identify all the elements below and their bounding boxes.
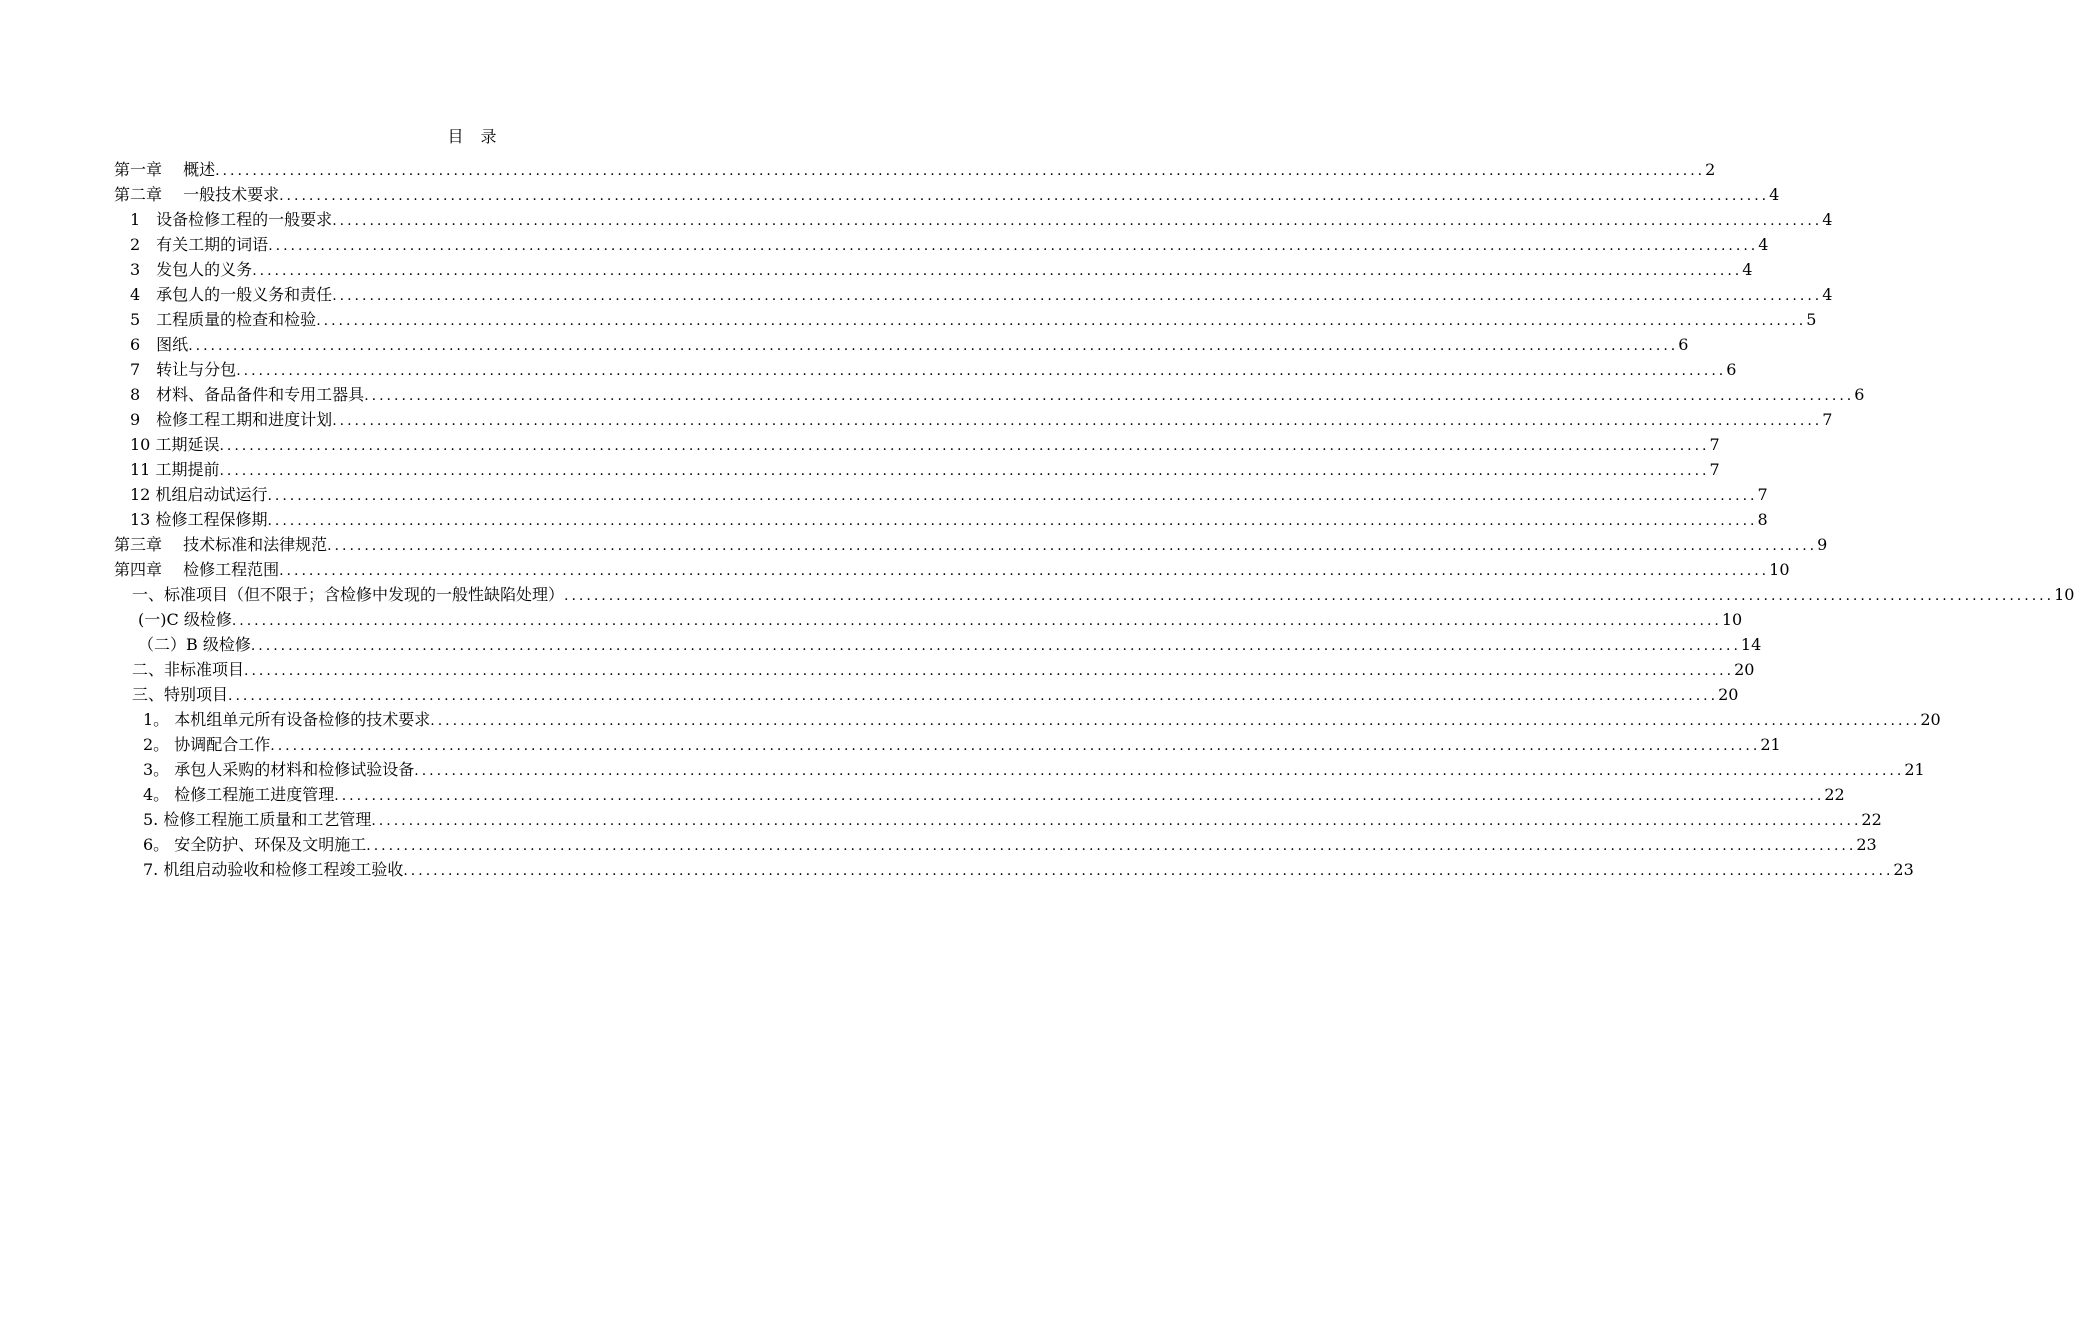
toc-entry-label: 二、非标准项目: [132, 660, 245, 679]
toc-entry-label: 4。 检修工程施工进度管理: [143, 785, 335, 804]
toc-leader-dots: ........................................................................................................................................................................................................: [252, 263, 1743, 279]
toc-entry-page-number: 4: [1822, 210, 1833, 229]
toc-entry-page-number: 8: [1757, 510, 1768, 529]
toc-entry-page-number: 9: [1817, 535, 1828, 554]
toc-entry-label: 12 机组启动试运行: [130, 485, 268, 504]
toc-entry-page-number: 14: [1740, 635, 1762, 654]
toc-entry-page-number: 20: [1718, 685, 1739, 704]
toc-entry[interactable]: [130, 207, 1833, 232]
toc-entry-label: 3 发包人的义务: [130, 260, 253, 279]
toc-entry-label: 3。 承包人采购的材料和检修试验设备: [143, 760, 415, 779]
toc-leader-dots: ........................................................................................................................................................................................................: [371, 813, 1862, 829]
toc-leader-dots: ........................................................................................................................................................................................................: [267, 513, 1758, 529]
toc-entry-label: 5 工程质量的检查和检验: [130, 310, 317, 329]
toc-leader-dots: ........................................................................................................................................................................................................: [236, 363, 1727, 379]
toc-entry-page-number: 22: [1824, 785, 1845, 804]
toc-entry-page-number: 23: [1893, 860, 1914, 879]
toc-entry-page-number: 10: [2054, 585, 2074, 604]
toc-entry-page-number: 4: [1758, 235, 1769, 254]
toc-leader-dots: ........................................................................................................................................................................................................: [215, 163, 1706, 179]
toc-leader-dots: ........................................................................................................................................................................................................: [267, 488, 1758, 504]
toc-entry-label: 7 转让与分包: [130, 360, 237, 379]
toc-leader-dots: ........................................................................................................................................................................................................: [430, 713, 1921, 729]
toc-entry[interactable]: [130, 307, 1817, 332]
toc-entry-page-number: 6: [1678, 335, 1689, 354]
toc-entry-page-number: 22: [1861, 810, 1882, 829]
toc-entry-page-number: 7: [1709, 435, 1720, 454]
toc-entry-label: 6 图纸: [130, 335, 189, 354]
toc-entry-label: 10 工期延误: [130, 435, 220, 454]
toc-entry-label: 第三章 技术标准和法律规范: [114, 535, 328, 554]
toc-entry-label: 9 检修工程工期和进度计划: [130, 410, 333, 429]
toc-entry-page-number: 21: [1760, 735, 1781, 754]
toc-entry-page-number: 4: [1742, 260, 1753, 279]
toc-entry[interactable]: [114, 532, 1828, 557]
toc-entry-page-number: 7: [1709, 460, 1720, 479]
toc-leader-dots: ........................................................................................................................................................................................................: [244, 663, 1735, 679]
toc-entry[interactable]: [130, 432, 1720, 457]
toc-leader-dots: ........................................................................................................................................................................................................: [268, 238, 1759, 254]
toc-entry[interactable]: [114, 157, 1716, 182]
toc-entry-page-number: 6: [1726, 360, 1737, 379]
toc-entry-label: 第一章 概述: [114, 160, 216, 179]
toc-leader-dots: ........................................................................................................................................................................................................: [414, 763, 1905, 779]
toc-entry[interactable]: [132, 657, 1755, 682]
toc-entry-label: （二）B 级检修: [138, 635, 251, 654]
toc-leader-dots: ........................................................................................................................................................................................................: [219, 463, 1710, 479]
toc-entry-label: 7. 机组启动验收和检修工程竣工验收: [143, 860, 404, 879]
toc-leader-dots: ........................................................................................................................................................................................................: [228, 688, 1719, 704]
toc-entry-page-number: 6: [1854, 385, 1865, 404]
toc-entry-label: 2 有关工期的词语: [130, 235, 269, 254]
toc-leader-dots: ........................................................................................................................................................................................................: [332, 213, 1823, 229]
toc-leader-dots: ........................................................................................................................................................................................................: [564, 588, 2055, 604]
toc-entry-label: 2。 协调配合工作: [143, 735, 271, 754]
toc-entry[interactable]: [130, 282, 1833, 307]
toc-entry-page-number: 2: [1705, 160, 1716, 179]
toc-entry-page-number: 10: [1721, 610, 1743, 629]
toc-entry-page-number: 10: [1769, 560, 1790, 579]
toc-entry-page-number: 20: [1920, 710, 1941, 729]
toc-entry-page-number: 4: [1769, 185, 1780, 204]
toc-entry[interactable]: [130, 382, 1865, 407]
toc-entry-page-number: 7: [1822, 410, 1833, 429]
toc-leader-dots: ........................................................................................................................................................................................................: [332, 288, 1823, 304]
toc-entry-label: 第四章 检修工程范围: [114, 560, 280, 579]
toc-entry-label: 6。 安全防护、环保及文明施工: [143, 835, 367, 854]
toc-entry-label: 11 工期提前: [130, 460, 220, 479]
toc-entry-page-number: 4: [1822, 285, 1833, 304]
toc-entry-label: 第二章 一般技术要求: [114, 185, 280, 204]
toc-leader-dots: ........................................................................................................................................................................................................: [270, 738, 1761, 754]
toc-entry[interactable]: [130, 482, 1768, 507]
toc-leader-dots: ........................................................................................................................................................................................................: [332, 413, 1823, 429]
toc-entry[interactable]: [143, 732, 1781, 757]
toc-entry[interactable]: [132, 682, 1739, 707]
toc-leader-dots: ........................................................................................................................................................................................................: [279, 188, 1770, 204]
toc-entry[interactable]: [130, 357, 1737, 382]
toc-leader-dots: ........................................................................................................................................................................................................: [364, 388, 1855, 404]
toc-entry[interactable]: [130, 332, 1689, 357]
toc-entry[interactable]: [138, 607, 1743, 632]
toc-leader-dots: ........................................................................................................................................................................................................: [219, 438, 1710, 454]
toc-entry[interactable]: [130, 407, 1833, 432]
toc-entry-label: 1。 本机组单元所有设备检修的技术要求: [143, 710, 431, 729]
toc-entry[interactable]: [132, 582, 2074, 607]
toc-leader-dots: ........................................................................................................................................................................................................: [231, 613, 1722, 629]
toc-entry-page-number: 21: [1904, 760, 1925, 779]
toc-leader-dots: ........................................................................................................................................................................................................: [366, 838, 1857, 854]
toc-entry-label: 8 材料、备品备件和专用工器具: [130, 385, 365, 404]
toc-entry-label: 5. 检修工程施工质量和工艺管理: [143, 810, 372, 829]
toc-entry-label: 4 承包人的一般义务和责任: [130, 285, 333, 304]
toc-entry-page-number: 7: [1757, 485, 1768, 504]
toc-entry-label: 1 设备检修工程的一般要求: [130, 210, 333, 229]
toc-leader-dots: ........................................................................................................................................................................................................: [327, 538, 1818, 554]
toc-entry[interactable]: [143, 707, 1941, 732]
toc-entry[interactable]: [143, 807, 1882, 832]
toc-leader-dots: ........................................................................................................................................................................................................: [279, 563, 1770, 579]
toc-leader-dots: ........................................................................................................................................................................................................: [316, 313, 1807, 329]
toc-entry[interactable]: [130, 507, 1768, 532]
toc-entry-page-number: 20: [1734, 660, 1755, 679]
toc-entry[interactable]: [130, 257, 1753, 282]
toc-leader-dots: ........................................................................................................................................................................................................: [334, 788, 1825, 804]
toc-entry-page-number: 5: [1806, 310, 1817, 329]
toc-entry-label: 13 检修工程保修期: [130, 510, 268, 529]
toc-entry[interactable]: [143, 782, 1845, 807]
toc-entry-label: (一)C 级检修: [138, 610, 232, 629]
toc-entry-label: 三、特别项目: [132, 685, 229, 704]
toc-entry[interactable]: [143, 757, 1925, 782]
toc-leader-dots: ........................................................................................................................................................................................................: [250, 638, 1741, 654]
toc-entry[interactable]: [143, 857, 1914, 882]
toc-leader-dots: ........................................................................................................................................................................................................: [188, 338, 1679, 354]
toc-title: 目 录: [447, 127, 503, 146]
toc-leader-dots: ........................................................................................................................................................................................................: [403, 863, 1894, 879]
toc-entry[interactable]: [143, 832, 1877, 857]
toc-entry-label: 一、标准项目（但不限于；含检修中发现的一般性缺陷处理）: [132, 585, 565, 604]
toc-entry[interactable]: [130, 232, 1769, 257]
toc-entry-page-number: 23: [1856, 835, 1877, 854]
toc-entry[interactable]: [114, 557, 1790, 582]
toc-entry[interactable]: [138, 632, 1762, 657]
toc-entry[interactable]: [130, 457, 1720, 482]
toc-entry[interactable]: [114, 182, 1780, 207]
